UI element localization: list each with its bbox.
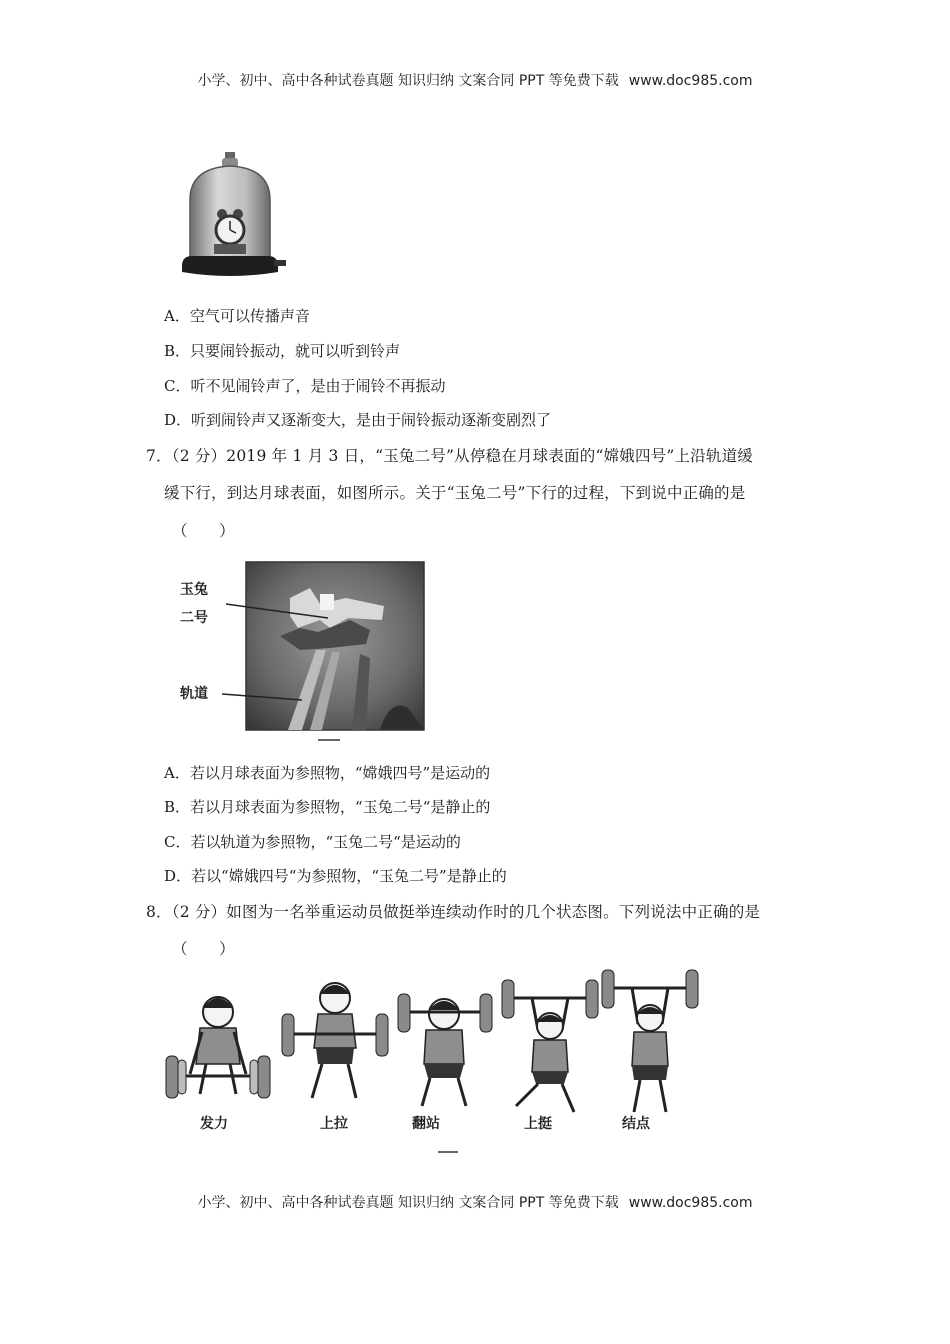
q7-answer-paren: （ ） [172, 522, 235, 540]
q7-option-d: D．若以“嫦娥四号“为参照物，“玉兔二号”是静止的 [164, 867, 507, 885]
page-header [0, 70, 950, 90]
q6-option-a: A．空气可以传播声音 [164, 307, 310, 325]
label-rover-2: 二号 [180, 610, 208, 626]
q6-option-c: C．听不见闹铃声了，是由于闹铃不再振动 [164, 377, 446, 395]
label-rover-1: 玉兔 [180, 582, 208, 598]
q7-stem-line-2: 缓下行，到达月球表面，如图所示。关于“玉兔二号”下行的过程，下到说中正确的是 [164, 484, 746, 502]
weightlifting-stages-figure [160, 968, 710, 1163]
stage-jiedian-figure [602, 970, 698, 1112]
q7-stem-line-1: 7．（2 分）2019 年 1 月 3 日，“玉兔二号”从停稳在月球表面的“嫦娥四号”上沿轨道缓 [146, 447, 754, 465]
q6-option-b: B．只要闹铃振动，就可以听到铃声 [164, 342, 401, 360]
q7-option-a: A．若以月球表面为参照物，“嫦娥四号”是运动的 [164, 764, 491, 782]
q8-stem-line-1: 8．（2 分）如图为一名举重运动员做挺举连续动作时的几个状态图。下列说法中正确的是 [146, 903, 761, 921]
footer-text: 小学、初中、高中各种试卷真题 知识归纳 文案合同 PPT 等免费下载 [197, 1195, 619, 1211]
lunar-rover-photo-figure [170, 558, 440, 748]
stage-fali-figure [166, 997, 270, 1098]
q7-option-c: C．若以轨道为参照物，“玉兔二号“是运动的 [164, 833, 461, 851]
header-text: 小学、初中、高中各种试卷真题 知识归纳 文案合同 PPT 等免费下载 [197, 73, 619, 89]
stage-fanzhan-figure [398, 994, 492, 1106]
stage-label-fanzhan: 翻站 [412, 1116, 440, 1132]
bell-jar-alarm-clock-figure [178, 150, 290, 285]
label-track: 轨道 [180, 686, 208, 702]
page-footer [0, 1192, 950, 1212]
stage-label-shangting: 上挺 [524, 1116, 552, 1132]
q7-option-b: B．若以月球表面为参照物，“玉兔二号“是静止的 [164, 798, 491, 816]
q6-option-d: D．听到闹铃声又逐渐变大，是由于闹铃振动逐渐变剧烈了 [164, 411, 552, 429]
stage-shangting-figure [502, 980, 598, 1112]
footer-url[interactable]: www.doc985.com [628, 1195, 753, 1211]
stage-label-jiedian: 结点 [622, 1116, 650, 1132]
stage-label-fali: 发力 [200, 1116, 228, 1132]
q8-answer-paren: （ ） [172, 940, 235, 958]
stage-label-shangla: 上拉 [320, 1116, 348, 1132]
header-url[interactable]: www.doc985.com [628, 73, 753, 89]
stage-shangla-figure [282, 983, 388, 1098]
